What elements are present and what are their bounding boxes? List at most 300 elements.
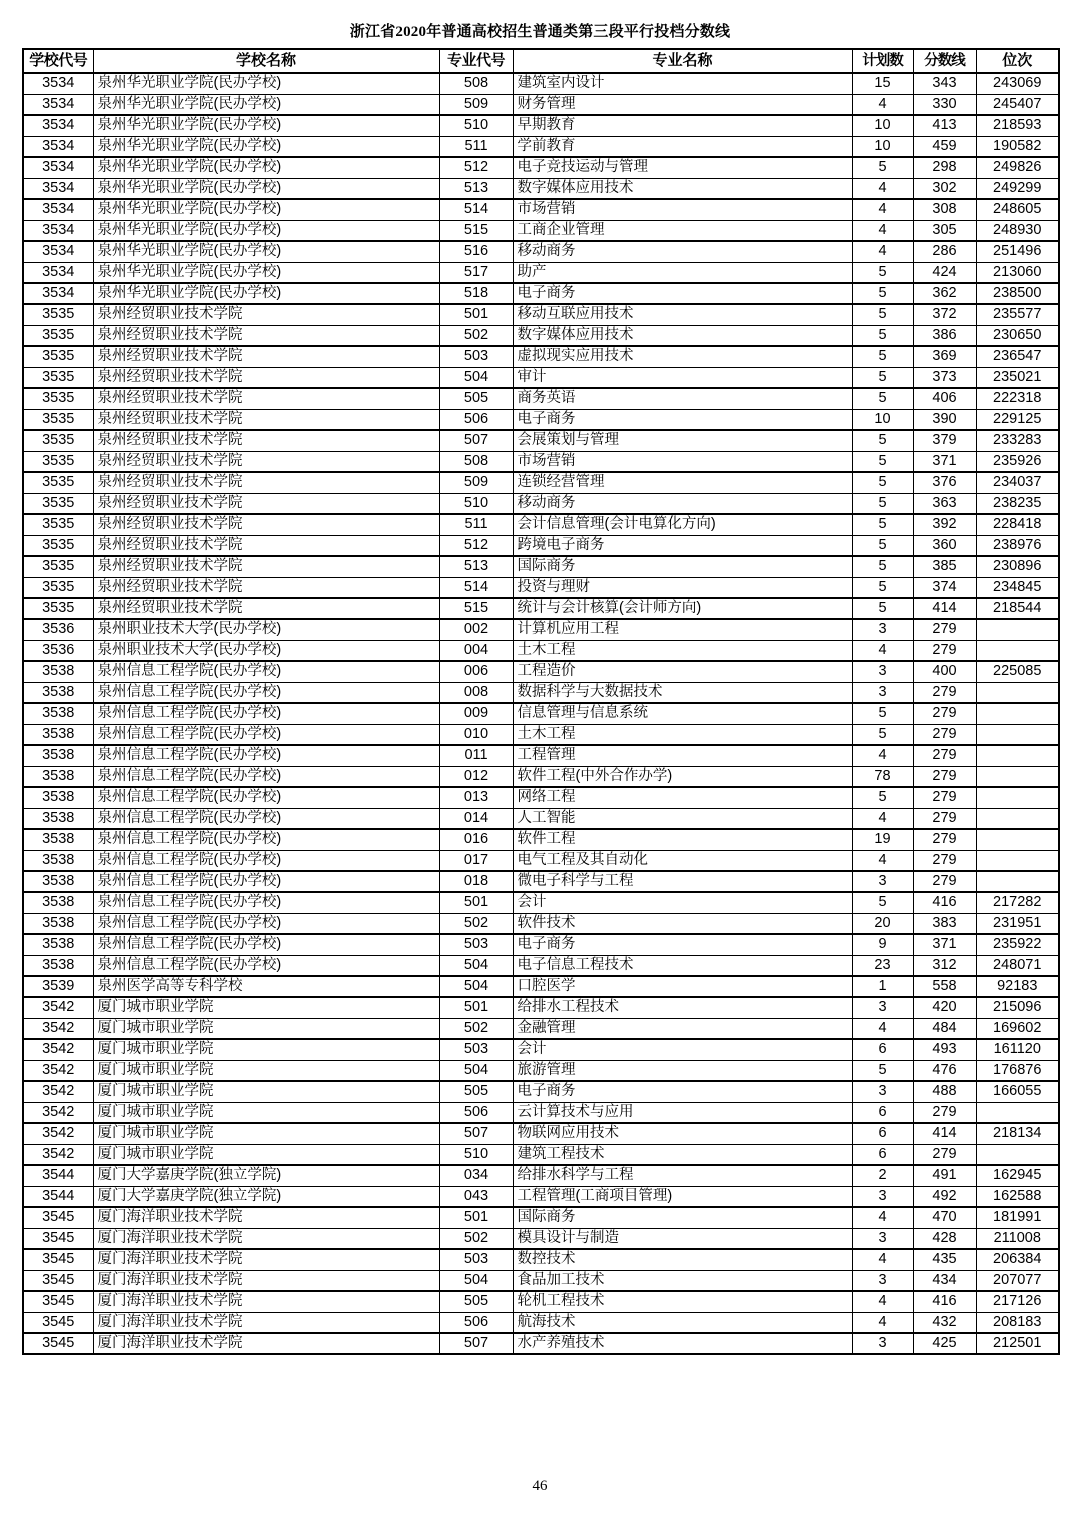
cell-school-name: 泉州信息工程学院(民办学校) [93,850,439,871]
cell-major-name: 跨境电子商务 [513,535,852,556]
cell-school-name: 泉州经贸职业技术学院 [93,493,439,514]
cell-rank: 161120 [976,1039,1059,1060]
table-body [23,73,1059,1354]
cell-school-name: 泉州信息工程学院(民办学校) [93,787,439,808]
cell-school-code: 3536 [23,619,93,640]
table-row [23,661,1059,682]
table-row [23,472,1059,493]
cell-plan-count: 3 [852,682,913,703]
cell-major-code: 013 [439,787,513,808]
table-row [23,1144,1059,1165]
cell-major-name: 电气工程及其自动化 [513,850,852,871]
cell-plan-count: 5 [852,892,913,913]
cell-major-name: 虚拟现实应用技术 [513,346,852,367]
cell-score-line: 363 [913,493,976,514]
cell-score-line: 413 [913,115,976,136]
cell-plan-count: 5 [852,1060,913,1081]
cell-rank: 234845 [976,577,1059,598]
cell-plan-count: 3 [852,661,913,682]
cell-major-name: 水产养殖技术 [513,1333,852,1354]
cell-school-code: 3538 [23,787,93,808]
table-row [23,682,1059,703]
cell-major-name: 移动商务 [513,241,852,262]
cell-score-line: 371 [913,451,976,472]
cell-score-line: 488 [913,1081,976,1102]
score-table-container [22,48,1058,1355]
table-row [23,577,1059,598]
cell-major-name: 土木工程 [513,724,852,745]
cell-school-name: 厦门城市职业学院 [93,997,439,1018]
cell-school-code: 3538 [23,913,93,934]
cell-major-name: 航海技术 [513,1312,852,1333]
cell-rank [976,766,1059,787]
cell-major-code: 503 [439,1039,513,1060]
cell-school-code: 3538 [23,829,93,850]
table-row [23,640,1059,661]
cell-score-line: 425 [913,1333,976,1354]
cell-major-code: 507 [439,430,513,451]
cell-rank: 251496 [976,241,1059,262]
cell-rank: 166055 [976,1081,1059,1102]
cell-school-name: 厦门大学嘉庚学院(独立学院) [93,1186,439,1207]
cell-score-line: 420 [913,997,976,1018]
cell-major-name: 建筑工程技术 [513,1144,852,1165]
cell-school-name: 泉州信息工程学院(民办学校) [93,724,439,745]
cell-school-code: 3534 [23,262,93,283]
cell-major-name: 投资与理财 [513,577,852,598]
cell-major-name: 商务英语 [513,388,852,409]
cell-school-code: 3535 [23,346,93,367]
cell-school-name: 泉州经贸职业技术学院 [93,472,439,493]
cell-major-name: 工商企业管理 [513,220,852,241]
cell-major-name: 数控技术 [513,1249,852,1270]
cell-rank [976,871,1059,892]
cell-school-name: 泉州经贸职业技术学院 [93,556,439,577]
cell-plan-count: 19 [852,829,913,850]
table-row [23,136,1059,157]
table-row [23,1333,1059,1354]
cell-major-name: 给排水工程技术 [513,997,852,1018]
table-row [23,409,1059,430]
cell-school-name: 泉州信息工程学院(民办学校) [93,955,439,976]
table-row [23,808,1059,829]
cell-plan-count: 3 [852,1081,913,1102]
cell-rank: 162945 [976,1165,1059,1186]
table-row [23,1228,1059,1249]
cell-score-line: 371 [913,934,976,955]
cell-plan-count: 10 [852,115,913,136]
cell-school-name: 厦门海洋职业技术学院 [93,1228,439,1249]
cell-rank: 236547 [976,346,1059,367]
cell-school-name: 泉州华光职业学院(民办学校) [93,283,439,304]
cell-school-code: 3538 [23,871,93,892]
cell-score-line: 373 [913,367,976,388]
cell-major-code: 010 [439,724,513,745]
cell-school-code: 3535 [23,367,93,388]
cell-major-code: 515 [439,220,513,241]
cell-school-code: 3538 [23,955,93,976]
column-header-rank: 位次 [976,49,1059,73]
cell-plan-count: 5 [852,577,913,598]
cell-school-name: 泉州华光职业学院(民办学校) [93,94,439,115]
cell-school-code: 3535 [23,514,93,535]
table-row [23,1207,1059,1228]
cell-plan-count: 4 [852,745,913,766]
cell-major-code: 504 [439,976,513,997]
cell-major-code: 002 [439,619,513,640]
cell-plan-count: 5 [852,535,913,556]
cell-score-line: 302 [913,178,976,199]
cell-major-name: 计算机应用工程 [513,619,852,640]
cell-major-name: 食品加工技术 [513,1270,852,1291]
table-row [23,1102,1059,1123]
cell-school-name: 泉州职业技术大学(民办学校) [93,619,439,640]
cell-score-line: 376 [913,472,976,493]
cell-school-code: 3535 [23,409,93,430]
cell-plan-count: 4 [852,1291,913,1312]
cell-major-code: 505 [439,388,513,409]
cell-rank: 235021 [976,367,1059,388]
cell-school-code: 3545 [23,1312,93,1333]
cell-major-code: 503 [439,1249,513,1270]
cell-school-code: 3535 [23,598,93,619]
cell-major-code: 506 [439,1312,513,1333]
table-row [23,829,1059,850]
cell-score-line: 279 [913,850,976,871]
cell-school-code: 3535 [23,430,93,451]
cell-major-code: 516 [439,241,513,262]
cell-school-name: 泉州信息工程学院(民办学校) [93,829,439,850]
table-header-row [23,49,1059,73]
table-row [23,934,1059,955]
table-row [23,1312,1059,1333]
cell-score-line: 330 [913,94,976,115]
cell-school-code: 3535 [23,556,93,577]
cell-major-code: 507 [439,1123,513,1144]
cell-school-code: 3535 [23,388,93,409]
cell-score-line: 392 [913,514,976,535]
table-row [23,1060,1059,1081]
cell-major-name: 土木工程 [513,640,852,661]
cell-rank [976,640,1059,661]
cell-major-name: 学前教育 [513,136,852,157]
column-header-plan-count: 计划数 [852,49,913,73]
cell-score-line: 279 [913,829,976,850]
cell-school-code: 3539 [23,976,93,997]
cell-score-line: 428 [913,1228,976,1249]
cell-plan-count: 5 [852,556,913,577]
cell-school-code: 3545 [23,1207,93,1228]
cell-major-name: 工程管理(工商项目管理) [513,1186,852,1207]
cell-plan-count: 4 [852,850,913,871]
page-title: 浙江省2020年普通高校招生普通类第三段平行投档分数线 [349,24,731,40]
cell-score-line: 385 [913,556,976,577]
cell-major-name: 数据科学与大数据技术 [513,682,852,703]
column-header-school-code: 学校代号 [23,49,93,73]
cell-school-name: 泉州华光职业学院(民办学校) [93,136,439,157]
cell-plan-count: 5 [852,157,913,178]
cell-major-code: 518 [439,283,513,304]
cell-school-code: 3536 [23,640,93,661]
cell-major-code: 513 [439,556,513,577]
cell-major-code: 514 [439,577,513,598]
cell-score-line: 416 [913,892,976,913]
cell-major-code: 016 [439,829,513,850]
cell-plan-count: 3 [852,1333,913,1354]
table-row [23,850,1059,871]
column-header-major-code: 专业代号 [439,49,513,73]
table-row [23,178,1059,199]
cell-rank: 92183 [976,976,1059,997]
cell-score-line: 279 [913,724,976,745]
cell-school-name: 泉州经贸职业技术学院 [93,535,439,556]
cell-score-line: 298 [913,157,976,178]
cell-school-code: 3542 [23,1039,93,1060]
cell-rank: 218134 [976,1123,1059,1144]
cell-school-name: 泉州信息工程学院(民办学校) [93,661,439,682]
cell-major-name: 工程管理 [513,745,852,766]
cell-rank: 208183 [976,1312,1059,1333]
cell-plan-count: 3 [852,1186,913,1207]
cell-plan-count: 5 [852,514,913,535]
cell-school-code: 3542 [23,1144,93,1165]
cell-school-code: 3542 [23,997,93,1018]
cell-rank: 222318 [976,388,1059,409]
cell-school-name: 泉州经贸职业技术学院 [93,388,439,409]
cell-rank: 218544 [976,598,1059,619]
cell-plan-count: 3 [852,1228,913,1249]
cell-rank: 238500 [976,283,1059,304]
cell-school-name: 厦门城市职业学院 [93,1060,439,1081]
cell-score-line: 484 [913,1018,976,1039]
cell-rank: 217282 [976,892,1059,913]
cell-major-name: 数字媒体应用技术 [513,178,852,199]
cell-plan-count: 5 [852,283,913,304]
cell-school-name: 泉州经贸职业技术学院 [93,409,439,430]
cell-major-code: 503 [439,346,513,367]
cell-plan-count: 4 [852,640,913,661]
cell-major-code: 514 [439,199,513,220]
cell-score-line: 383 [913,913,976,934]
cell-major-code: 502 [439,913,513,934]
cell-major-name: 连锁经营管理 [513,472,852,493]
cell-school-code: 3535 [23,577,93,598]
cell-school-code: 3534 [23,199,93,220]
cell-rank: 231951 [976,913,1059,934]
cell-major-code: 512 [439,535,513,556]
table-row [23,1039,1059,1060]
cell-rank [976,1144,1059,1165]
cell-score-line: 279 [913,703,976,724]
cell-major-code: 006 [439,661,513,682]
cell-major-code: 510 [439,493,513,514]
cell-school-code: 3538 [23,745,93,766]
cell-rank: 162588 [976,1186,1059,1207]
cell-school-code: 3538 [23,766,93,787]
cell-school-code: 3535 [23,472,93,493]
cell-major-code: 501 [439,304,513,325]
table-row [23,325,1059,346]
cell-major-code: 509 [439,472,513,493]
cell-plan-count: 5 [852,262,913,283]
cell-major-code: 504 [439,1270,513,1291]
cell-score-line: 279 [913,619,976,640]
cell-plan-count: 6 [852,1102,913,1123]
table-row [23,1018,1059,1039]
cell-score-line: 476 [913,1060,976,1081]
cell-score-line: 434 [913,1270,976,1291]
cell-major-name: 早期教育 [513,115,852,136]
cell-major-name: 软件工程 [513,829,852,850]
cell-school-name: 厦门城市职业学院 [93,1123,439,1144]
cell-score-line: 279 [913,745,976,766]
cell-school-code: 3538 [23,934,93,955]
cell-major-name: 国际商务 [513,556,852,577]
cell-school-name: 泉州经贸职业技术学院 [93,346,439,367]
cell-rank [976,619,1059,640]
table-row [23,1123,1059,1144]
cell-plan-count: 3 [852,1270,913,1291]
cell-rank: 230896 [976,556,1059,577]
table-row [23,451,1059,472]
cell-major-name: 给排水科学与工程 [513,1165,852,1186]
cell-score-line: 379 [913,430,976,451]
cell-major-name: 助产 [513,262,852,283]
table-row [23,283,1059,304]
cell-major-code: 034 [439,1165,513,1186]
table-row [23,367,1059,388]
table-row [23,997,1059,1018]
table-row [23,115,1059,136]
table-row [23,598,1059,619]
cell-plan-count: 15 [852,73,913,94]
cell-school-code: 3538 [23,850,93,871]
cell-school-code: 3535 [23,304,93,325]
cell-major-code: 513 [439,178,513,199]
cell-score-line: 279 [913,766,976,787]
cell-major-name: 审计 [513,367,852,388]
cell-score-line: 279 [913,1102,976,1123]
cell-rank [976,703,1059,724]
cell-major-code: 511 [439,514,513,535]
cell-school-name: 泉州医学高等专科学校 [93,976,439,997]
cell-school-name: 泉州信息工程学院(民办学校) [93,871,439,892]
cell-major-code: 511 [439,136,513,157]
cell-school-code: 3538 [23,724,93,745]
cell-plan-count: 5 [852,346,913,367]
cell-score-line: 279 [913,787,976,808]
cell-major-code: 004 [439,640,513,661]
cell-score-line: 312 [913,955,976,976]
cell-school-name: 厦门城市职业学院 [93,1039,439,1060]
cell-school-name: 厦门海洋职业技术学院 [93,1270,439,1291]
table-row [23,766,1059,787]
cell-score-line: 432 [913,1312,976,1333]
cell-school-name: 泉州经贸职业技术学院 [93,367,439,388]
cell-rank [976,724,1059,745]
cell-school-name: 泉州经贸职业技术学院 [93,577,439,598]
cell-major-name: 工程造价 [513,661,852,682]
cell-score-line: 369 [913,346,976,367]
cell-school-name: 泉州华光职业学院(民办学校) [93,199,439,220]
cell-plan-count: 4 [852,94,913,115]
cell-score-line: 386 [913,325,976,346]
table-row [23,619,1059,640]
cell-school-name: 厦门海洋职业技术学院 [93,1207,439,1228]
cell-rank: 215096 [976,997,1059,1018]
cell-score-line: 374 [913,577,976,598]
cell-school-code: 3538 [23,892,93,913]
table-row [23,430,1059,451]
cell-school-code: 3544 [23,1186,93,1207]
cell-score-line: 279 [913,682,976,703]
table-row [23,94,1059,115]
cell-rank: 235922 [976,934,1059,955]
cell-major-code: 502 [439,1228,513,1249]
cell-major-name: 统计与会计核算(会计师方向) [513,598,852,619]
cell-school-code: 3542 [23,1081,93,1102]
cell-school-code: 3534 [23,73,93,94]
table-row [23,1081,1059,1102]
cell-rank: 238976 [976,535,1059,556]
cell-school-name: 泉州经贸职业技术学院 [93,304,439,325]
cell-plan-count: 4 [852,1249,913,1270]
cell-major-name: 云计算技术与应用 [513,1102,852,1123]
cell-major-name: 会计 [513,1039,852,1060]
table-row [23,1186,1059,1207]
cell-score-line: 470 [913,1207,976,1228]
cell-plan-count: 4 [852,1018,913,1039]
cell-major-name: 旅游管理 [513,1060,852,1081]
cell-school-name: 厦门城市职业学院 [93,1018,439,1039]
cell-score-line: 414 [913,1123,976,1144]
cell-plan-count: 6 [852,1039,913,1060]
cell-major-name: 信息管理与信息系统 [513,703,852,724]
table-row [23,1165,1059,1186]
cell-major-code: 504 [439,367,513,388]
cell-school-code: 3538 [23,808,93,829]
table-row [23,787,1059,808]
cell-major-name: 市场营销 [513,199,852,220]
cell-major-name: 市场营销 [513,451,852,472]
cell-score-line: 308 [913,199,976,220]
table-row [23,1249,1059,1270]
cell-rank [976,808,1059,829]
cell-plan-count: 10 [852,409,913,430]
cell-school-code: 3545 [23,1291,93,1312]
cell-school-name: 厦门城市职业学院 [93,1081,439,1102]
cell-score-line: 416 [913,1291,976,1312]
cell-school-code: 3545 [23,1228,93,1249]
cell-major-code: 517 [439,262,513,283]
cell-rank: 228418 [976,514,1059,535]
cell-score-line: 435 [913,1249,976,1270]
cell-school-name: 泉州信息工程学院(民办学校) [93,682,439,703]
table-row [23,871,1059,892]
cell-major-code: 505 [439,1291,513,1312]
cell-score-line: 493 [913,1039,976,1060]
cell-major-name: 移动互联应用技术 [513,304,852,325]
cell-school-name: 厦门大学嘉庚学院(独立学院) [93,1165,439,1186]
cell-major-code: 017 [439,850,513,871]
table-row [23,241,1059,262]
cell-school-name: 泉州华光职业学院(民办学校) [93,157,439,178]
cell-school-name: 泉州经贸职业技术学院 [93,514,439,535]
cell-plan-count: 4 [852,808,913,829]
cell-school-name: 泉州经贸职业技术学院 [93,430,439,451]
cell-school-name: 厦门城市职业学院 [93,1102,439,1123]
table-row [23,556,1059,577]
